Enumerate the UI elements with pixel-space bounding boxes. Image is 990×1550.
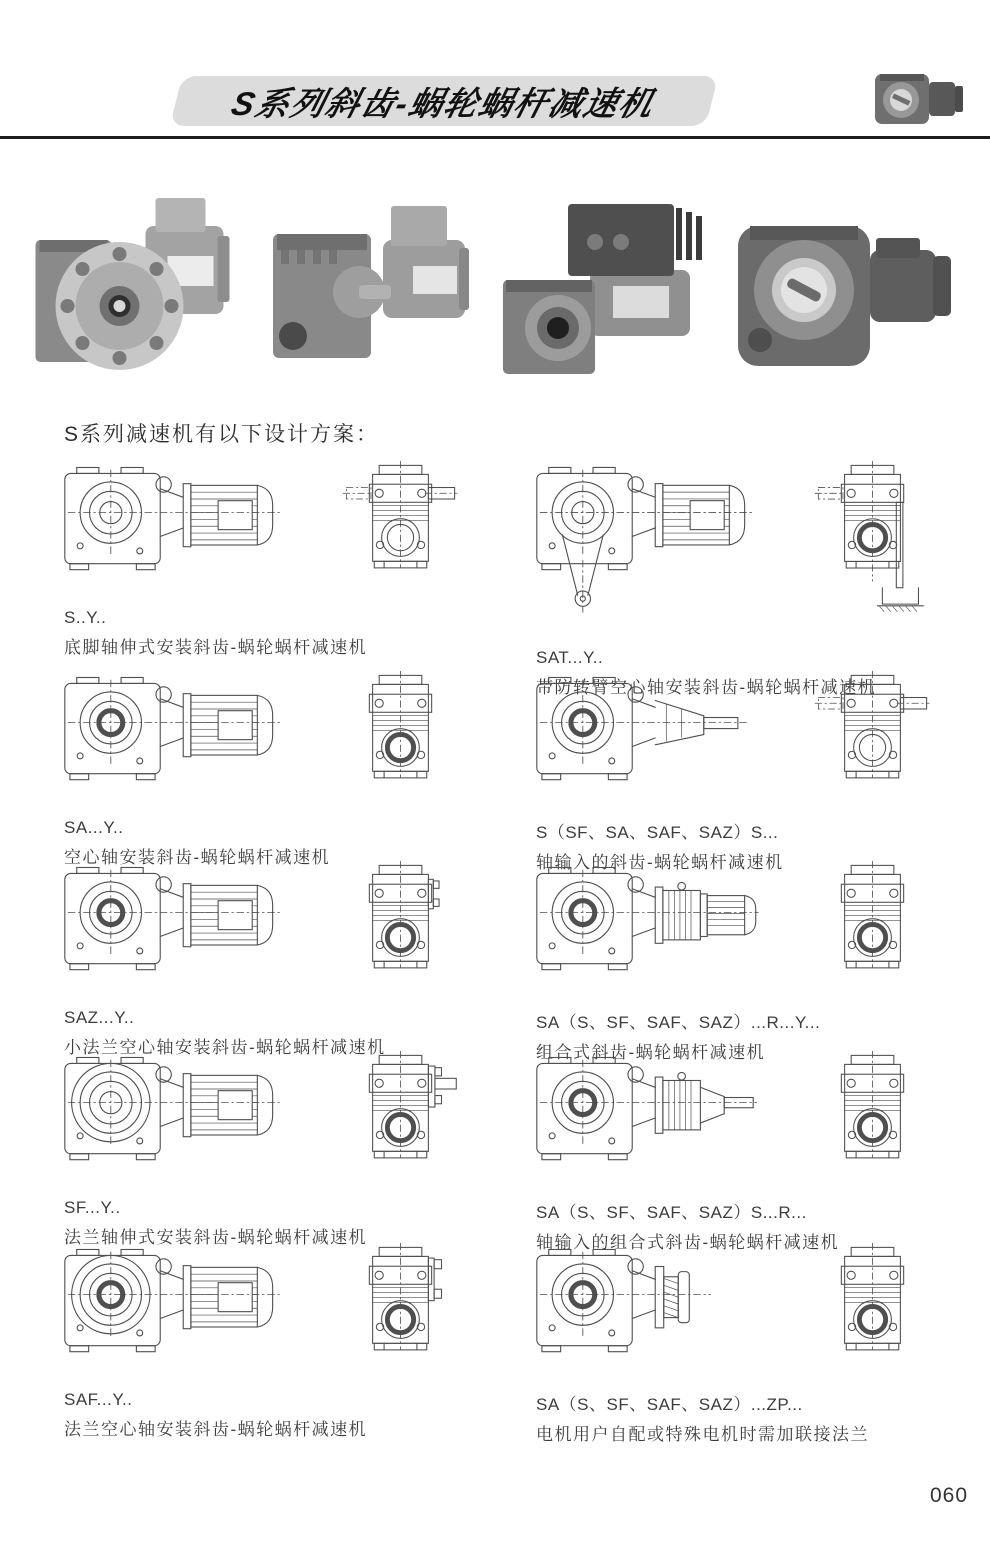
combined-gearmotor-side-view-drawing — [530, 858, 760, 986]
gearbox-small-flange-end-view-drawing — [343, 858, 458, 981]
scheme-desc: 法兰轴伸式安装斜齿-蜗轮蜗杆减速机 — [64, 1228, 368, 1247]
scheme-cell-saf-y — [58, 1240, 458, 1440]
gearbox-end-view-drawing — [815, 858, 930, 981]
scheme-drawings — [58, 668, 458, 810]
gearbox-end-view-drawing — [815, 1048, 930, 1171]
combined-gearbox-shaft-input-side-view-drawing — [530, 1048, 760, 1176]
scheme-drawings — [58, 1048, 458, 1190]
scheme-code: SAT...Y.. — [536, 648, 604, 667]
scheme-code: S..Y.. — [64, 608, 107, 627]
scheme-code: SAZ...Y.. — [64, 1008, 135, 1027]
scheme-drawings — [530, 858, 930, 1000]
product-photo-s-series-gearmotor — [728, 198, 963, 398]
header-product-thumbnail-photo — [872, 66, 966, 130]
scheme-desc: 组合式斜齿-蜗轮蜗杆减速机 — [536, 1043, 766, 1062]
gearbox-shaft-input-side-view-drawing — [530, 668, 760, 796]
scheme-cell-saz-y — [58, 858, 458, 1058]
scheme-code: SA（S、SF、SAF、SAZ）S...R... — [536, 1203, 807, 1222]
scheme-drawings — [530, 668, 930, 810]
gearmotor-side-view-drawing — [58, 458, 288, 586]
scheme-drawings — [530, 1240, 930, 1382]
gearbox-torque-arm-end-view-drawing — [815, 458, 930, 614]
scheme-cell-combined-shaft-input — [530, 1048, 930, 1253]
flange-gearmotor-side-view-drawing — [58, 1048, 288, 1176]
gearbox-end-view-drawing — [815, 668, 930, 791]
product-photo-flange-gearmotor — [25, 188, 240, 388]
scheme-cell-shaft-input — [530, 668, 930, 873]
scheme-drawings — [58, 1240, 458, 1382]
scheme-cell-sf-y — [58, 1048, 458, 1248]
scheme-code: SA...Y.. — [64, 818, 124, 837]
product-photo-foot-gearmotor — [263, 188, 473, 388]
scheme-drawings — [58, 858, 458, 1000]
scheme-desc: 带防转臂空心轴安装斜齿-蜗轮蜗杆减速机 — [536, 678, 877, 697]
gearmotor-side-view-drawing — [58, 858, 288, 986]
scheme-desc: 底脚轴伸式安装斜齿-蜗轮蜗杆减速机 — [64, 638, 368, 657]
scheme-cell-sat-y — [530, 458, 930, 698]
scheme-drawings — [58, 458, 458, 600]
scheme-code: S（SF、SA、SAF、SAZ）S... — [536, 823, 779, 842]
page-number: 060 — [930, 1484, 969, 1507]
gearbox-end-view-drawing — [343, 668, 458, 791]
scheme-drawings — [530, 1048, 930, 1190]
gearbox-zp-coupling-flange-side-view-drawing — [530, 1240, 760, 1368]
scheme-code: SAF...Y.. — [64, 1390, 133, 1409]
page-title-banner — [170, 76, 718, 126]
scheme-cell-sa-y — [58, 668, 458, 868]
scheme-code: SF...Y.. — [64, 1198, 121, 1217]
product-photo-terminal-box-gearmotor — [498, 188, 710, 388]
scheme-desc: 轴输入的斜齿-蜗轮蜗杆减速机 — [536, 853, 784, 872]
scheme-desc: 电机用户自配或特殊电机时需加联接法兰 — [536, 1425, 869, 1444]
scheme-code: SA（S、SF、SAF、SAZ）...ZP... — [536, 1395, 803, 1414]
gearbox-flange-shaft-end-view-drawing — [343, 1048, 458, 1171]
section-heading: S系列减速机有以下设计方案： — [64, 423, 380, 446]
gearbox-end-view-drawing — [815, 1240, 930, 1363]
header-divider — [0, 136, 990, 139]
page-title: S系列斜齿-蜗轮蜗杆减速机 — [227, 84, 660, 122]
scheme-cell-s-y — [58, 458, 458, 658]
scheme-desc: 法兰空心轴安装斜齿-蜗轮蜗杆减速机 — [64, 1420, 368, 1439]
gearmotor-torque-arm-side-view-drawing — [530, 458, 760, 620]
scheme-desc: 轴输入的组合式斜齿-蜗轮蜗杆减速机 — [536, 1233, 840, 1252]
scheme-code: SA（S、SF、SAF、SAZ）...R...Y... — [536, 1013, 821, 1032]
flange-gearmotor-side-view-drawing — [58, 1240, 288, 1368]
scheme-desc: 空心轴安装斜齿-蜗轮蜗杆减速机 — [64, 848, 331, 867]
scheme-drawings — [530, 458, 930, 640]
scheme-desc: 小法兰空心轴安装斜齿-蜗轮蜗杆减速机 — [64, 1038, 386, 1057]
gearmotor-side-view-drawing — [58, 668, 288, 796]
scheme-cell-combined-motor — [530, 858, 930, 1063]
scheme-cell-zp-flange — [530, 1240, 930, 1445]
gearbox-large-flange-end-view-drawing — [343, 1240, 458, 1363]
gearbox-end-view-drawing — [343, 458, 458, 581]
